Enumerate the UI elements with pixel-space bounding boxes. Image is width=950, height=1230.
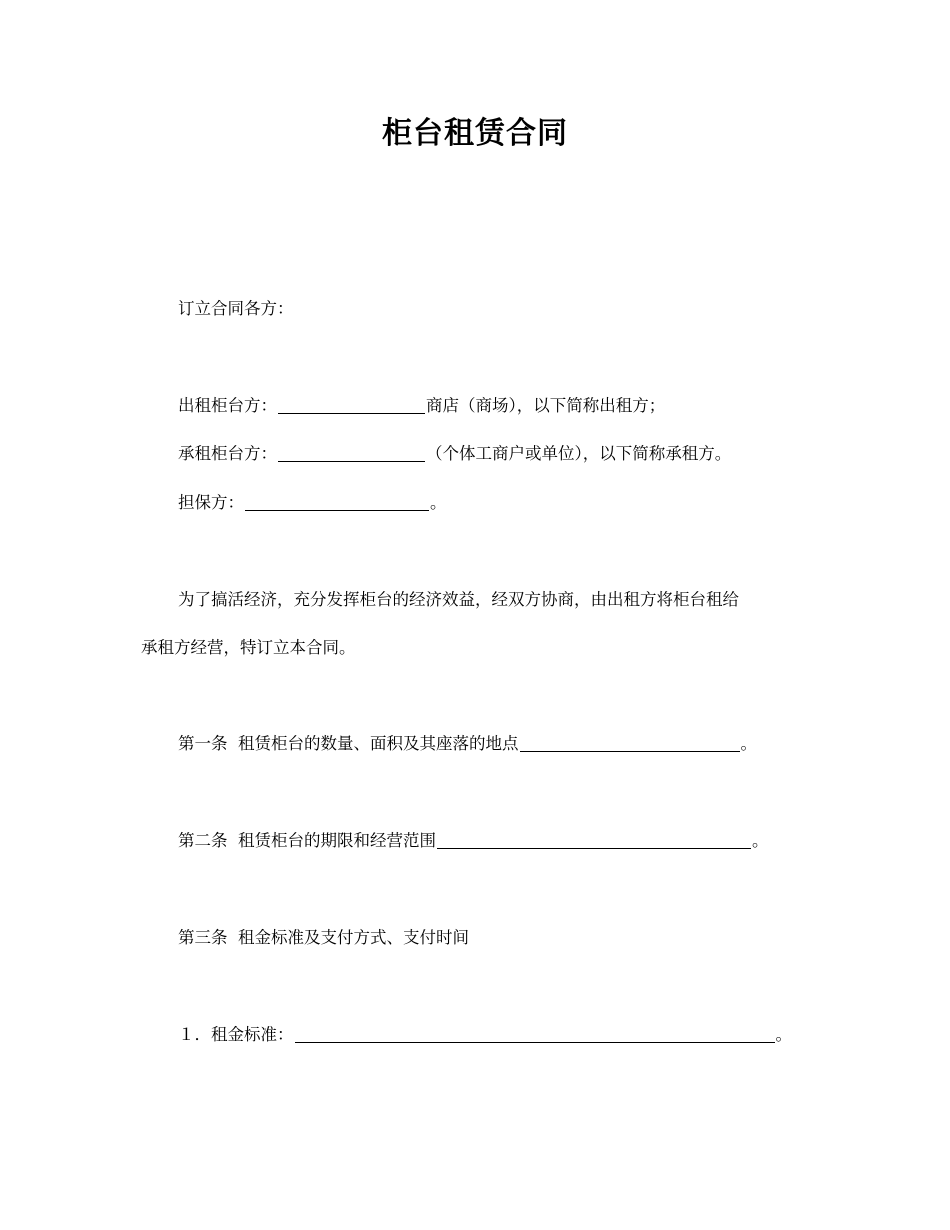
lessee-label: 承租柜台方： bbox=[178, 444, 277, 463]
lessor-name-blank bbox=[278, 395, 425, 414]
item-1-suffix: 。 bbox=[775, 1025, 792, 1044]
article-1-blank bbox=[520, 733, 740, 752]
lessee-name-blank bbox=[278, 443, 425, 462]
article-2-text: 租赁柜台的期限和经营范围 bbox=[238, 831, 436, 850]
lessor-label: 出租柜台方： bbox=[178, 396, 277, 415]
lessee-suffix: （个体工商户或单位），以下简称承租方。 bbox=[426, 444, 732, 463]
item-1 bbox=[178, 1022, 792, 1048]
article-2 bbox=[178, 828, 769, 854]
lessee-line bbox=[178, 441, 731, 467]
lessor-line bbox=[178, 393, 665, 419]
article-2-number: 第二条 bbox=[178, 831, 228, 850]
contract-title: 柜台租赁合同 bbox=[382, 116, 568, 151]
preamble-line-1: 为了搞活经济，充分发挥柜台的经济效益，经双方协商，由出租方将柜台租给 bbox=[178, 590, 739, 609]
guarantor-line bbox=[178, 490, 447, 516]
article-1-number: 第一条 bbox=[178, 734, 228, 753]
parties-heading: 订立合同各方： bbox=[178, 299, 294, 318]
article-3 bbox=[178, 925, 469, 951]
article-3-number: 第三条 bbox=[178, 928, 228, 947]
article-2-blank bbox=[437, 830, 751, 849]
item-1-number: １． bbox=[178, 1025, 211, 1044]
guarantor-name-blank bbox=[245, 492, 429, 511]
article-2-suffix: 。 bbox=[752, 831, 769, 850]
guarantor-suffix: 。 bbox=[430, 493, 447, 512]
article-3-text: 租金标准及支付方式、支付时间 bbox=[238, 928, 469, 947]
preamble-line-2: 承租方经营，特订立本合同。 bbox=[141, 638, 356, 657]
guarantor-label: 担保方： bbox=[178, 493, 244, 512]
item-1-blank bbox=[295, 1024, 775, 1043]
item-1-label: 租金标准： bbox=[211, 1025, 294, 1044]
lessor-suffix: 商店（商场），以下简称出租方； bbox=[426, 396, 666, 415]
article-1 bbox=[178, 731, 757, 757]
article-1-text: 租赁柜台的数量、面积及其座落的地点 bbox=[238, 734, 519, 753]
article-1-suffix: 。 bbox=[740, 734, 757, 753]
